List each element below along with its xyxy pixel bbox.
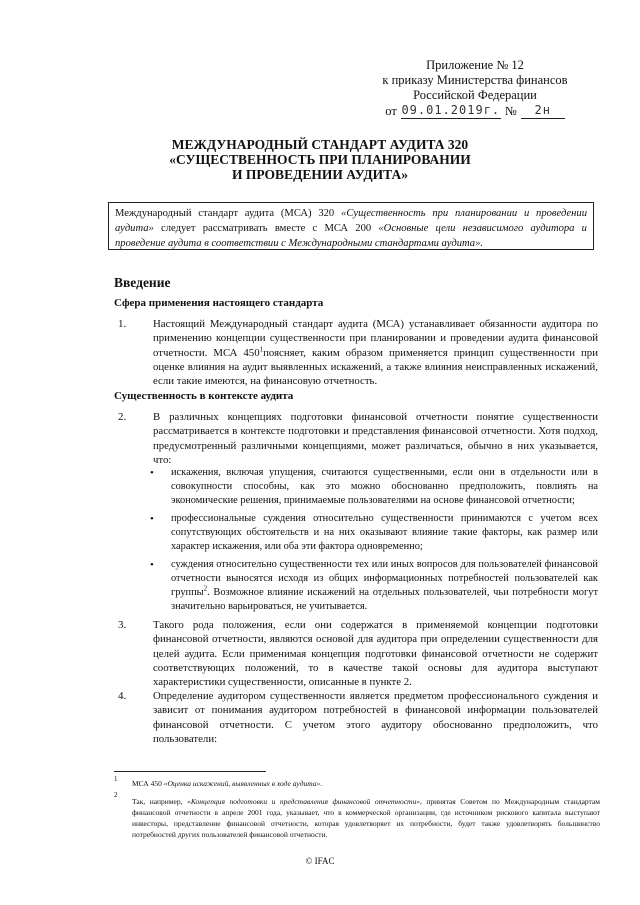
box-text-1: Международный стандарт аудита (МСА) 320: [115, 208, 342, 219]
scope-heading: Сфера применения настоящего стандарта: [114, 297, 324, 309]
appendix-number: Приложение № 12: [426, 58, 524, 72]
from-label: от: [385, 104, 397, 118]
box-text-2: «Существенность при планировании и проведении аудита»: [115, 208, 587, 234]
para-1-text-b: поясняет, каким образом применяется принцип существенности при оценке влияния на аудит выявленных искажений, а также влияния неисправленных искажений, если такие имеются, на финансовую отчетность.: [153, 346, 598, 388]
bullet-2-mark: •: [150, 513, 154, 525]
para-1: [153, 317, 598, 388]
para-3-number: 3.: [118, 619, 127, 631]
para-3: Такого рода положения, если они содержатся в применяемой концепции подготовки финансовой отчетности, являются основой для аудитора при определении существенности для целей аудита. Если применимая концепция подготовки финансовой отчетности не содержит соответствующих положений, то в качестве такой основы для аудитора выступают характеристики существенности, описанные в пункте 2.: [153, 619, 598, 689]
document-title: [100, 137, 540, 182]
footnote-divider: [114, 771, 266, 772]
appendix-federation: Российской Федерации: [413, 88, 537, 102]
footnote-2-text-a: Так, например,: [132, 797, 188, 806]
bullet-3-mark: •: [150, 559, 154, 571]
footnote-2-text-c: , принятая Советом по Международным стандартам финансовой отчетности в апреле 2001 года, указывает, что в коммерческой организации, где источником рискового капитала выступают инвесторы, представление финансовой отчетности, которая удовлетворяет их потребности, будет также удовлетворять большинство потребностей других пользователей финансовой отчетности.: [132, 797, 600, 839]
copyright: © IFAC: [305, 856, 335, 866]
footnote-ref-1: 1: [259, 345, 264, 353]
bullet-2-text: профессиональные суждения относительно существенности принимаются с учетом всех сопутствующих обстоятельств и на них оказывают влияние такие факторы, как размер или характер искажения, или оба эти фактора одновременно;: [171, 513, 598, 552]
number-label: №: [504, 104, 517, 118]
para-2-number: 2.: [118, 411, 127, 423]
context-heading: Существенность в контексте аудита: [114, 390, 294, 402]
bullet-3-text-a: суждения относительно существенности тех или иных вопросов для пользователей финансовой отчетности выносятся исходя из общих информационных потребностей пользователей как группы: [171, 559, 598, 598]
title-line-2: «СУЩЕСТВЕННОСТЬ ПРИ ПЛАНИРОВАНИИ: [169, 152, 471, 167]
title-line-3: И ПРОВЕДЕНИИ АУДИТА»: [232, 167, 408, 182]
appendix-date-line: [350, 103, 600, 119]
standard-note-box: [108, 202, 594, 250]
para-4: Определение аудитором существенности является предметом профессионального суждения и зависит от понимания аудитором потребностей в финансовой информации пользователей финансовой отчетности. С учетом этого аудитору обоснованно предположить, что пользователи:: [153, 690, 598, 745]
footnote-ref-2: 2: [203, 584, 208, 593]
footnote-1-text-a: МСА 450: [132, 779, 164, 788]
para-4-number: 4.: [118, 690, 127, 702]
appendix-order: к приказу Министерства финансов: [382, 73, 568, 87]
footnote-2-mark: 2: [114, 791, 118, 799]
intro-heading: Введение: [114, 275, 171, 290]
bullet-3-text: [171, 558, 598, 614]
para-1-text-a: Настоящий Международный стандарт аудита (МСА) устанавливает обязанности аудитора по применению концепции существенности при планировании и проведении аудита финансовой отчетности. МСА 450: [153, 318, 598, 359]
bullet-3-text-b: . Возможное влияние искажений на отдельных пользователей, чьи потребности могут значительно варьироваться, не учитывается.: [171, 587, 598, 612]
appendix-block: [350, 58, 600, 119]
box-text-3: следует рассматривать вместе с МСА 200: [153, 223, 379, 234]
footnote-2: [132, 796, 600, 840]
footnote-1-text-c: .: [320, 779, 323, 788]
footnote-2-title: «Концепция подготовки и представления финансовой отчетности»: [187, 797, 420, 806]
box-text-4: «Основные цели независимого аудитора и проведение аудита в соответствии с Международными стандартами аудита».: [115, 223, 587, 249]
order-date: 09.01.2019г.: [401, 103, 501, 117]
order-number: 2н: [521, 103, 565, 119]
title-line-1: МЕЖДУНАРОДНЫЙ СТАНДАРТ АУДИТА 320: [171, 137, 469, 152]
bullet-1-mark: •: [150, 467, 154, 479]
bullet-1-text: искажения, включая упущения, считаются существенными, если они в отдельности или в совокупности способны, как это можно обоснованно предположить, повлиять на экономические решения, принимаемые пользователями на основе финансовой отчетности;: [171, 467, 598, 506]
para-2: В различных концепциях подготовки финансовой отчетности понятие существенности рассматривается в контексте подготовки и представления финансовой отчетности. Хотя подход, предусмотренный различными концепциями, может различаться, обычно в них указывается, что:: [153, 411, 598, 466]
para-1-number: 1.: [118, 318, 127, 330]
footnote-1-title: «Оценка искажений, выявленных в ходе аудита»: [163, 779, 321, 788]
footnote-1-mark: 1: [114, 775, 118, 783]
footnote-1: [132, 778, 600, 789]
